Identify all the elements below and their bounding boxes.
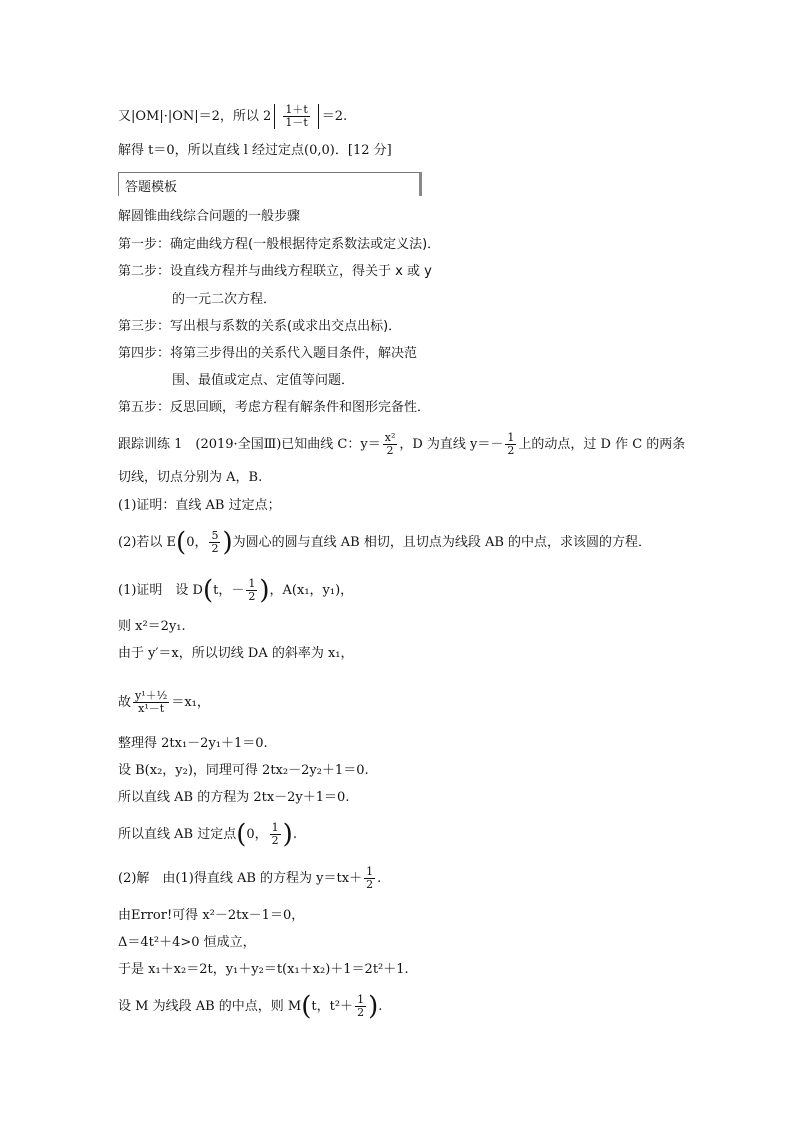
left-paren: ( bbox=[202, 575, 214, 606]
fraction-denominator: 2 bbox=[357, 1006, 365, 1019]
proof-line-2: 则 x²＝2y₁. bbox=[118, 619, 186, 634]
proof-text: t，－ bbox=[213, 583, 245, 598]
right-paren: ) bbox=[222, 527, 233, 558]
solution-line-2: 解得 t＝0，所以直线 l 经过定点(0,0)．[12 分] bbox=[118, 143, 392, 158]
fraction-numerator: 1 bbox=[507, 431, 515, 444]
fraction-denominator: 2 bbox=[386, 444, 394, 457]
step-2-continued: 的一元二次方程． bbox=[172, 292, 277, 307]
step-4-continued: 围、最值或定点、定值等问题． bbox=[172, 373, 355, 388]
solution-line-1 bbox=[118, 866, 381, 891]
proof-line-3: 由于 y′＝x，所以切线 DA 的斜率为 x₁， bbox=[118, 646, 354, 661]
proof-line-1 bbox=[118, 575, 354, 606]
fraction-numerator: 1 bbox=[248, 577, 256, 590]
step-2: 第二步：设直线方程并与曲线方程联立，得关于 x 或 y bbox=[118, 264, 432, 279]
fraction-numerator: x² bbox=[384, 431, 396, 444]
fraction-denominator: x¹－t bbox=[138, 702, 165, 715]
exercise-text: ，D 为直线 y＝－ bbox=[399, 437, 504, 452]
proof-text: ＝x₁， bbox=[171, 695, 210, 710]
fraction-numerator: y¹＋½ bbox=[135, 689, 168, 702]
right-paren: ) bbox=[282, 819, 293, 850]
fraction bbox=[209, 530, 220, 555]
exercise-line-2: 切线，切点分别为 A，B. bbox=[118, 470, 263, 485]
proof-line-8 bbox=[118, 819, 297, 850]
proof-text: 故 bbox=[118, 695, 132, 710]
fraction-denominator: 2 bbox=[507, 444, 515, 457]
question-text: 0， bbox=[186, 535, 208, 550]
fraction bbox=[133, 690, 169, 715]
question-text: (2)若以 E bbox=[118, 535, 177, 550]
solution-line-5 bbox=[118, 991, 383, 1022]
fraction-numerator: 1 bbox=[357, 993, 365, 1006]
proof-text: 所以直线 AB 过定点 bbox=[118, 827, 237, 842]
exercise-text: 跟踪训练 1 (2019·全国Ⅲ)已知曲线 C：y＝ bbox=[118, 437, 381, 452]
solution-text: t，t²＋ bbox=[311, 999, 354, 1014]
solution-line-3: Δ＝4t²＋4>0 恒成立， bbox=[118, 935, 256, 950]
fraction-numerator: 1＋t bbox=[285, 103, 308, 116]
fraction-denominator: 1－t bbox=[285, 116, 308, 129]
step-3: 第三步：写出根与系数的关系(或求出交点出标)． bbox=[118, 319, 402, 334]
proof-line-6: 设 B(x₂，y₂)，同理可得 2tx₂－2y₂＋1＝0. bbox=[118, 763, 369, 778]
abs-value bbox=[274, 104, 318, 129]
solution-line-2: 由Error!可得 x²－2tx－1＝0， bbox=[118, 908, 305, 923]
fraction-numerator: 1 bbox=[366, 865, 374, 878]
step-1: 第一步：确定曲线方程(一般根据待定系数法或定义法)． bbox=[118, 237, 441, 252]
fraction bbox=[364, 866, 375, 891]
fraction-denominator: 2 bbox=[211, 542, 219, 555]
proof-line-4 bbox=[118, 690, 210, 715]
solution-line-4: 于是 x₁＋x₂＝2t，y₁＋y₂＝t(x₁＋x₂)＋1＝2t²＋1. bbox=[118, 962, 409, 977]
question-1: (1)证明：直线 AB 过定点； bbox=[118, 498, 281, 513]
solution-text: 设 M 为线段 AB 的中点，则 M bbox=[118, 999, 302, 1014]
fraction bbox=[283, 104, 309, 129]
exercise-text: 上的动点，过 D 作 C 的两条 bbox=[518, 437, 686, 452]
eq1-prefix: 又|OM|·|ON|＝2，所以 2 bbox=[118, 109, 272, 124]
proof-text: . bbox=[292, 827, 297, 842]
fraction bbox=[270, 822, 281, 847]
solution-text: (2)解 由(1)得直线 AB 的方程为 y＝tx＋ bbox=[118, 871, 363, 886]
question-2 bbox=[118, 527, 652, 558]
left-paren: ( bbox=[176, 527, 187, 558]
equation-line-1 bbox=[118, 104, 347, 129]
fraction-denominator: 2 bbox=[271, 834, 279, 847]
right-paren: ) bbox=[259, 575, 270, 606]
step-4: 第四步：将第三步得出的关系代入题目条件，解决范 bbox=[118, 346, 418, 361]
proof-text: ，A(x₁，y₁)， bbox=[269, 583, 354, 598]
fraction-denominator: 2 bbox=[248, 590, 256, 603]
template-box bbox=[118, 172, 422, 196]
eq1-suffix: ＝2. bbox=[321, 109, 348, 124]
steps-heading: 解圆锥曲线综合问题的一般步骤 bbox=[118, 209, 301, 224]
proof-line-7: 所以直线 AB 的方程为 2tx－2y＋1＝0. bbox=[118, 790, 350, 805]
fraction bbox=[355, 994, 366, 1019]
template-title: 答题模板 bbox=[125, 180, 178, 195]
proof-text: (1)证明 设 D bbox=[118, 583, 203, 598]
fraction-denominator: 2 bbox=[366, 878, 374, 891]
solution-text: . bbox=[378, 999, 383, 1014]
step-5: 第五步：反思回顾，考虑方程有解条件和图形完备性． bbox=[118, 400, 431, 415]
fraction-numerator: 5 bbox=[211, 529, 219, 542]
right-paren: ) bbox=[368, 991, 379, 1022]
question-text: 为圆心的圆与直线 AB 相切，且切点为线段 AB 的中点，求该圆的方程． bbox=[232, 535, 652, 550]
proof-line-5: 整理得 2tx₁－2y₁＋1＝0. bbox=[118, 736, 268, 751]
solution-text: . bbox=[377, 871, 382, 886]
left-paren: ( bbox=[301, 991, 312, 1022]
proof-text: 0， bbox=[246, 827, 268, 842]
left-paren: ( bbox=[236, 819, 247, 850]
fraction bbox=[246, 578, 257, 603]
fraction bbox=[383, 432, 398, 457]
fraction-numerator: 1 bbox=[271, 821, 279, 834]
exercise-line-1 bbox=[118, 432, 685, 457]
fraction bbox=[505, 432, 516, 457]
